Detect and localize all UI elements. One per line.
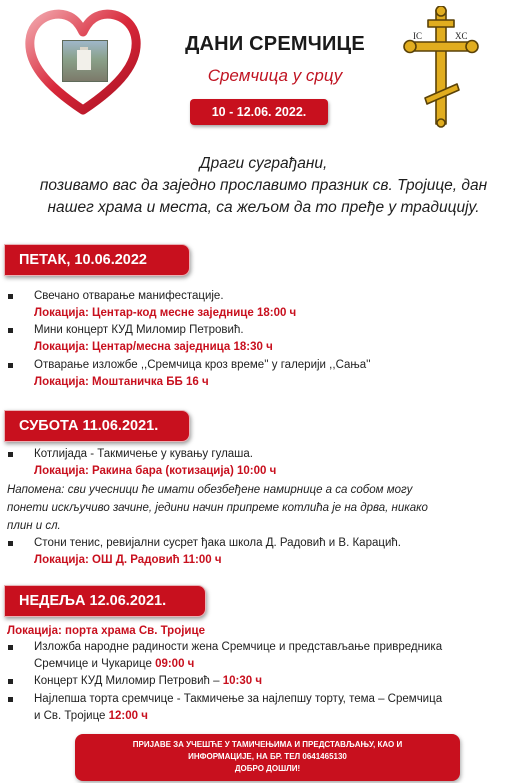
page-subtitle: Сремчица у срцу: [207, 66, 343, 85]
heart-logo: [24, 6, 142, 118]
item-location: Локација: Ракина бара (котизација) 10:00 ч: [34, 465, 277, 477]
saturday-item: [34, 535, 401, 569]
friday-item: [34, 357, 371, 391]
bullet-icon: [8, 294, 13, 299]
cross-label-left: IC: [413, 31, 422, 41]
note-line: понети искључиво зачине, једини начин припреме котлића је на дрва, никако: [7, 502, 428, 514]
sunday-heading: НЕДЕЉА 12.06.2021.: [4, 585, 206, 617]
friday-item: [34, 322, 273, 356]
sunday-item: [34, 639, 442, 673]
item-time: 09:00 ч: [155, 658, 195, 670]
bullet-icon: [8, 541, 13, 546]
item-text: Изложба народне радиности жена Сремчице и представљање привредника: [34, 641, 443, 653]
bullet-icon: [8, 328, 13, 333]
bullet-icon: [8, 697, 13, 702]
sunday-location: Локација: порта храма Св. Тројице: [7, 625, 205, 637]
item-location: Локација: Центар-код месне заједнице 18:00 ч: [34, 307, 297, 319]
cross-label-right: XC: [455, 31, 468, 41]
friday-heading: ПЕТАК, 10.06.2022: [4, 244, 190, 276]
bullet-icon: [8, 452, 13, 457]
item-location: Локација: Центар/месна заједница 18:30 ч: [34, 341, 273, 353]
bullet-icon: [8, 363, 13, 368]
item-time: 10:30 ч: [222, 675, 263, 687]
item-text: Сремчице и Чукарице: [34, 658, 152, 670]
sunday-item: [34, 673, 262, 690]
item-text: Мини концерт КУД Миломир Петровић.: [34, 324, 244, 336]
orthodox-cross-icon: [403, 6, 479, 128]
greeting-line: нашег храма и места, са жељом да то пређе у традицију.: [47, 199, 480, 216]
greeting: [10, 153, 517, 219]
church-photo: [62, 40, 108, 82]
item-text: и Св. Тројице: [34, 710, 106, 722]
banner-line: ПРИЈАВЕ ЗА УЧЕШЋЕ У ТАМИЧЕЊИМА И ПРЕДСТАВЉАЊУ, КАО И: [132, 740, 403, 749]
item-time: 12:00 ч: [108, 710, 148, 722]
greeting-line: Драги суграђани,: [199, 155, 328, 172]
note-line: плин и сл.: [7, 520, 61, 532]
banner-line: ИНФОРМАЦИЈЕ, НА БР. ТЕЛ 0641465130: [188, 752, 347, 761]
greeting-line: позивамо вас да заједно прославимо празник св. Тројице, дан: [39, 177, 488, 194]
saturday-item: [34, 446, 276, 480]
note-line: Напомена: сви учесници ће имати обезбеђене намирнице а са собом могу: [7, 484, 413, 496]
item-text: Свечано отварање манифестације.: [34, 290, 224, 302]
page-title: ДАНИ СРЕМЧИЦЕ: [185, 33, 365, 55]
item-text: Отварање изложбе ,,Сремчица кроз време'' у галерији ,,Сања'': [34, 359, 371, 371]
banner-line: ДОБРО ДОШЛИ!: [234, 764, 301, 773]
friday-item: [34, 288, 296, 322]
item-location: Локација: ОШ Д. Радовић 11:00 ч: [34, 554, 222, 566]
date-badge: 10 - 12.06. 2022.: [190, 99, 328, 125]
item-text: Котлијада - Такмичење у кувању гулаша.: [34, 448, 253, 460]
item-text: Концерт КУД Миломир Петровић –: [34, 675, 223, 687]
saturday-heading: СУБОТА 11.06.2021.: [4, 410, 190, 442]
registration-banner: [75, 734, 460, 781]
sunday-item: [34, 691, 442, 725]
item-text: Најлепша торта сремчице - Такмичење за најлепшу торту, тема – Сремчица: [34, 693, 443, 705]
item-location: Локација: Моштаничка ББ 16 ч: [34, 376, 209, 388]
bullet-icon: [8, 679, 13, 684]
saturday-note: [7, 481, 512, 535]
bullet-icon: [8, 645, 13, 650]
item-text: Стони тенис, ревијални сусрет ђака школа Д. Радовић и В. Карацић.: [34, 537, 401, 549]
